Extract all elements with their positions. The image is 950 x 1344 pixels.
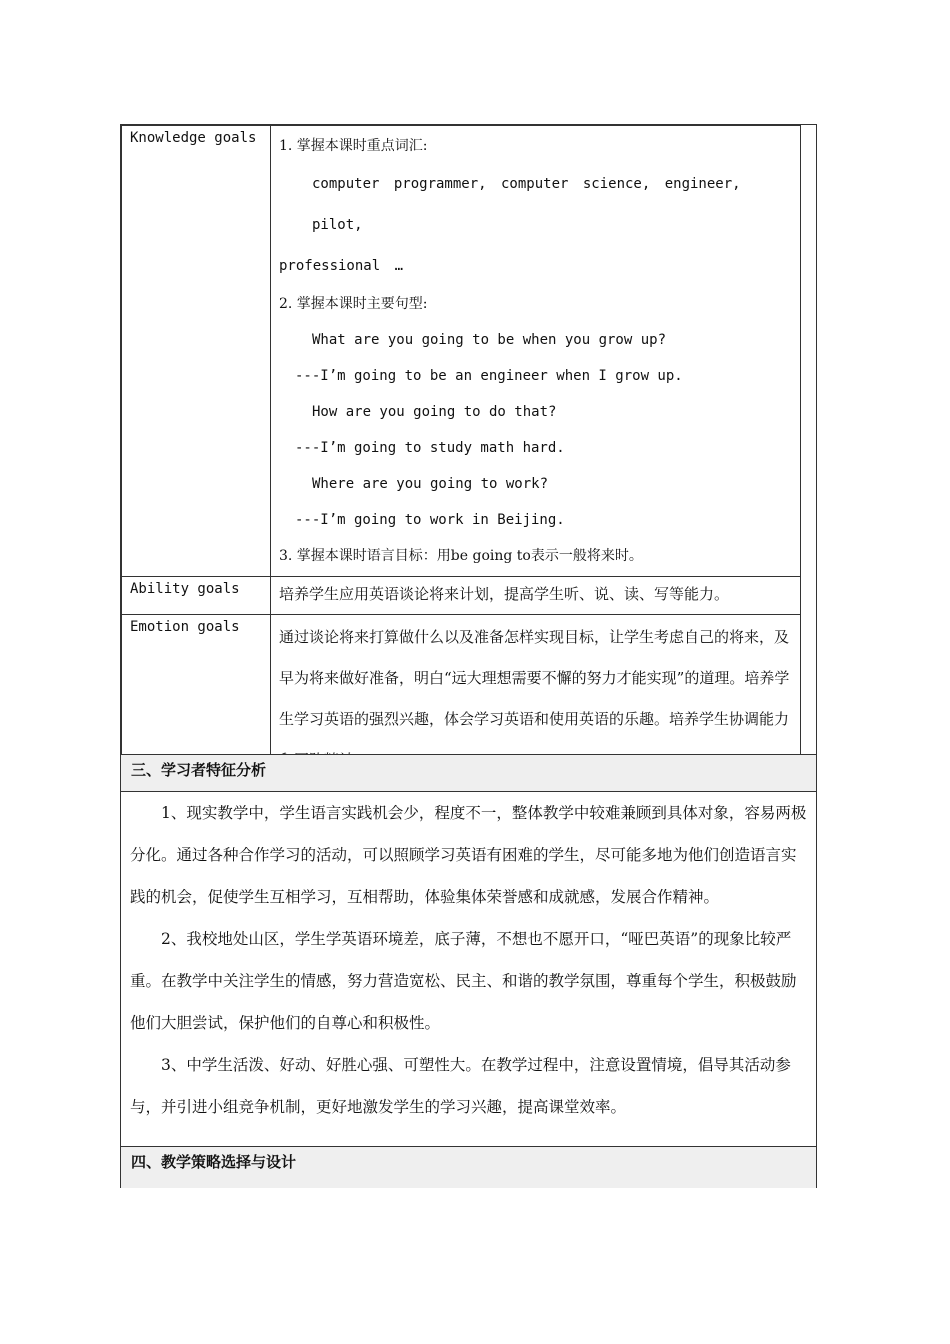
emotion-goals-text: 通过谈论将来打算做什么以及准备怎样实现目标，让学生考虑自己的将来，及早为将来做好准备，明白“远大理想需要不懈的努力才能实现”的道理。培养学生学习英语的强烈兴趣，体会学习英语和使用英语的乐趣。培养学生协调能力 (279, 628, 790, 728)
analysis-paragraph-1: 1、现实教学中，学生语言实践机会少，程度不一，整体教学中较难兼顾到具体对象，容易两极分化。通过各种合作学习的活动，可以照顾学习英语有困难的学生，尽可能多地为他们创造语言实践的机会，促使学生互相学习，互相帮助，体验集体荣誉感和成就感，发展合作精神。 (130, 804, 807, 906)
knowledge-goals-label: Knowledge goals (122, 126, 271, 577)
ability-goals-cell (271, 577, 801, 615)
section-learner-analysis-title: 三、学习者特征分析 (131, 761, 267, 779)
knowledge-item3: 3. 掌握本课时语言目标：用be going to表示一般将来时。 (279, 548, 643, 564)
section-teaching-strategy-title: 四、教学策略选择与设计 (131, 1153, 297, 1171)
sentence-4: ---I’m going to study math hard. (295, 440, 565, 456)
ability-goals-row (122, 577, 801, 615)
sentence-3: How are you going to do that? (312, 404, 557, 420)
section-teaching-strategy-header (121, 1146, 816, 1188)
analysis-paragraph-3: 3、中学生活泼、好动、好胜心强、可塑性大。在教学过程中，注意设置情境，倡导其活动参与，并引进小组竞争机制，更好地激发学生的学习兴趣，提高课堂效率。 (130, 1056, 791, 1116)
vocab-line2: professional … (279, 258, 404, 274)
sentence-2: ---I’m going to be an engineer when I grow up. (295, 368, 683, 384)
knowledge-item1-title: 1. 掌握本课时重点词汇: (279, 138, 428, 154)
section-learner-analysis-header (121, 754, 816, 792)
goals-table (121, 125, 801, 784)
knowledge-goals-row (122, 126, 801, 577)
emotion-goals-label: Emotion goals (122, 615, 271, 784)
knowledge-item2-title: 2. 掌握本课时主要句型: (279, 296, 428, 312)
vocab-line1: computer programmer, computer science, engineer, pilot, (312, 176, 741, 233)
ability-goals-text: 培养学生应用英语谈论将来计划，提高学生听、说、读、写等能力。 (279, 585, 730, 603)
sentence-6: ---I’m going to work in Beijing. (295, 512, 565, 528)
ability-goals-label: Ability goals (122, 577, 271, 615)
vocab-list (279, 164, 792, 286)
analysis-paragraph-2: 2、我校地处山区，学生学英语环境差，底子薄，不想也不愿开口，“哑巴英语”的现象比较严重。在教学中关注学生的情感，努力营造宽松、民主、和谐的教学氛围，尊重每个学生，积极鼓励他们大胆尝试，保护他们的自尊心和积极性。 (130, 930, 797, 1032)
sentence-5: Where are you going to work? (312, 476, 549, 492)
sentence-1: What are you going to be when you grow up? (312, 332, 667, 348)
learner-analysis-body (130, 792, 810, 1128)
knowledge-goals-content (271, 126, 801, 577)
